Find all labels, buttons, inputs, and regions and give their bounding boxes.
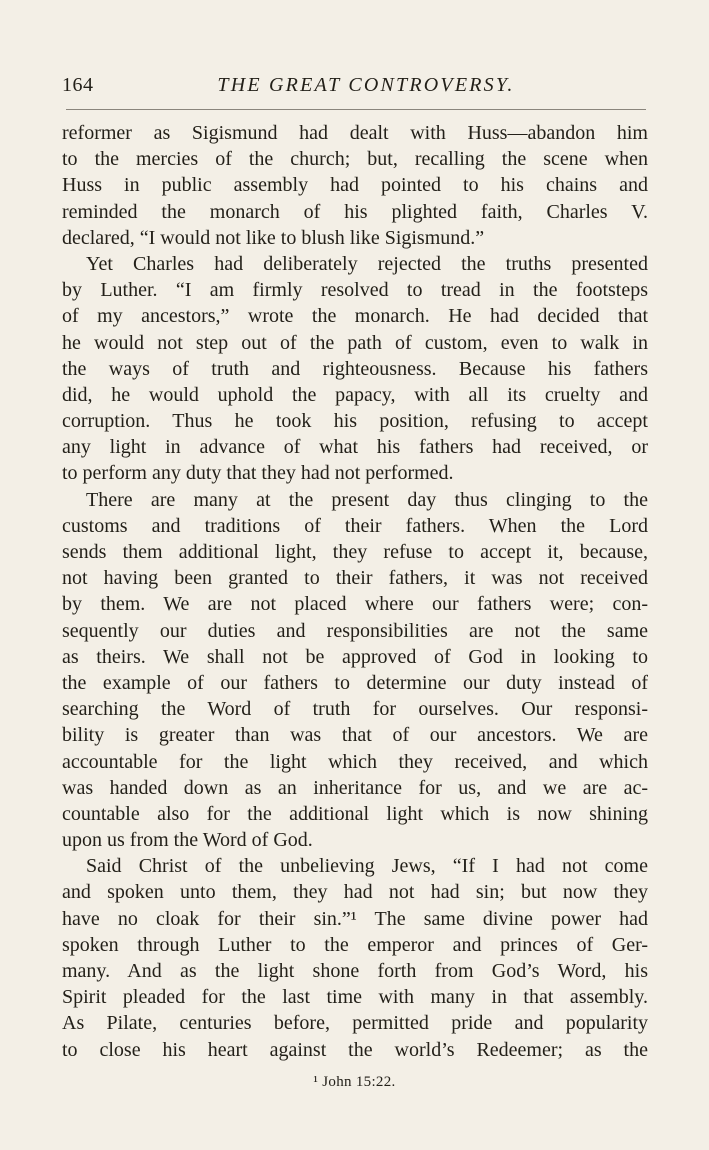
- text-line: did, he would uphold the papacy, with all its cruelty and: [62, 383, 648, 406]
- text-line: sequently our duties and responsibilities are not the same: [62, 619, 648, 642]
- text-line: bility is greater than was that of our ancestors. We are: [62, 724, 648, 747]
- page-number: 164: [62, 74, 94, 96]
- paragraph-first-line: reformer as Sigismund had dealt with Huss—abandon him: [62, 122, 648, 144]
- text-line: countable also for the additional light which is now shining: [62, 802, 648, 825]
- text-line: have no cloak for their sin.”¹ The same divine power had: [62, 907, 648, 930]
- text-line: As Pilate, centuries before, permitted pride and popularity: [62, 1012, 648, 1035]
- text-line: of my ancestors,” wrote the monarch. He had decided that: [62, 305, 648, 328]
- text-line: to perform any duty that they had not performed.: [62, 462, 454, 485]
- footnote: ¹ John 15:22.: [313, 1074, 396, 1090]
- text-line: many. And as the light shone forth from God’s Word, his: [62, 960, 648, 982]
- text-line: customs and traditions of their fathers. When the Lord: [62, 514, 648, 537]
- text-line: Huss in public assembly had pointed to his chains and: [62, 174, 648, 197]
- text-line: by Luther. “I am firmly resolved to tread in the footsteps: [62, 279, 648, 302]
- text-line: by them. We are not placed where our fathers were; con-: [62, 593, 648, 616]
- text-line: Spirit pleaded for the last time with many in that assembly.: [62, 986, 648, 1009]
- text-line: declared, “I would not like to blush like Sigismund.”: [62, 226, 485, 249]
- text-line: spoken through Luther to the emperor and princes of Ger-: [62, 933, 648, 956]
- text-line: the example of our fathers to determine our duty instead of: [62, 671, 648, 694]
- text-line: as theirs. We shall not be approved of God in looking to: [62, 645, 648, 668]
- text-line: upon us from the Word of God.: [62, 829, 313, 852]
- paragraph-first-line: Yet Charles had deliberately rejected the truths presented: [86, 252, 648, 275]
- text-line: not having been granted to their fathers, it was not received: [62, 567, 648, 590]
- text-line: to close his heart against the world’s Redeemer; as the: [62, 1038, 648, 1061]
- text-line: he would not step out of the path of custom, even to walk in: [62, 331, 648, 354]
- text-line: the ways of truth and righteousness. Because his fathers: [62, 357, 648, 380]
- text-line: and spoken unto them, they had not had sin; but now they: [62, 881, 648, 904]
- text-line: to the mercies of the church; but, recalling the scene when: [62, 148, 648, 171]
- text-line: sends them additional light, they refuse to accept it, because,: [62, 541, 648, 563]
- paragraph-first-line: Said Christ of the unbelieving Jews, “If I had not come: [86, 855, 648, 878]
- text-line: any light in advance of what his fathers had received, or: [62, 436, 648, 459]
- text-line: corruption. Thus he took his position, refusing to accept: [62, 410, 648, 433]
- body-text: [62, 120, 648, 1063]
- text-line: was handed down as an inheritance for us, and we are ac-: [62, 776, 648, 799]
- header-rule: [66, 109, 646, 110]
- text-line: accountable for the light which they received, and which: [62, 750, 648, 773]
- text-line: reminded the monarch of his plighted faith, Charles V.: [62, 200, 648, 223]
- running-head: [62, 74, 646, 102]
- running-title: THE GREAT CONTROVERSY.: [217, 74, 515, 96]
- text-line: searching the Word of truth for ourselves. Our responsi-: [62, 698, 648, 721]
- paragraph-first-line: There are many at the present day thus clinging to the: [86, 488, 648, 511]
